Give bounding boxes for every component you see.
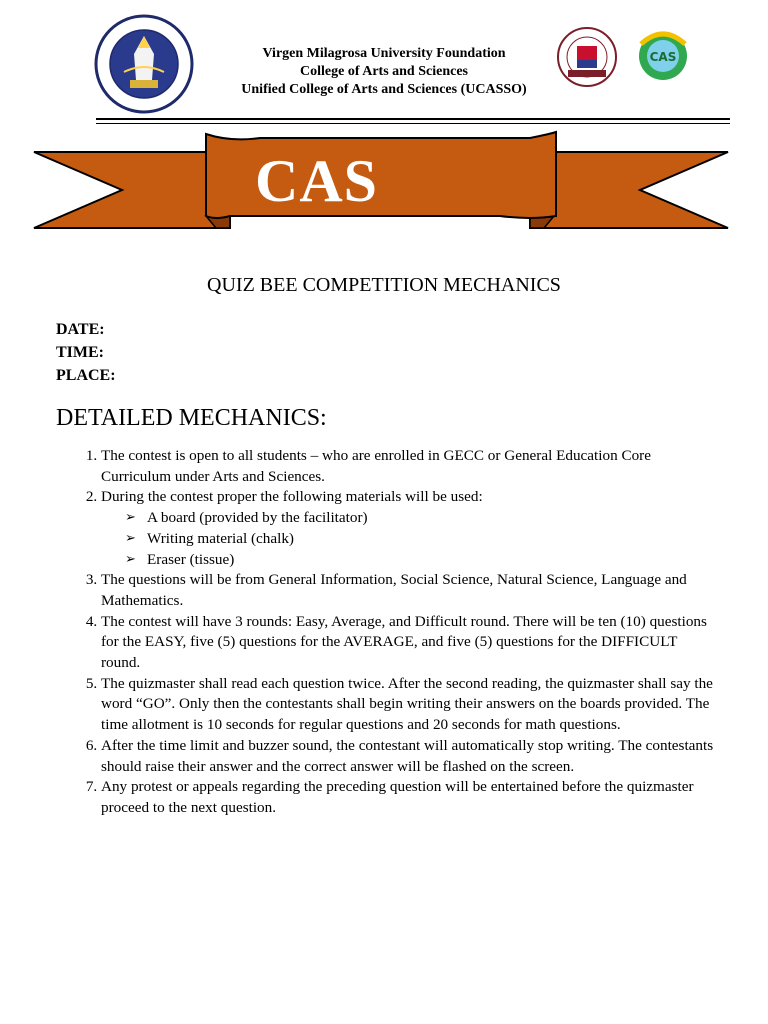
list-item: 2. During the contest proper the following materials will be used: ➢ A board (provided by the facilitator) ➢ Writing material (chalk) ➢ Eraser (tissue) — [101, 487, 720, 570]
banner-title: CAS — [255, 148, 379, 214]
list-item: 6. After the time limit and buzzer sound, the contestant will automatically stop writing. The contestants should raise their answer and the correct answer will be flashed on the screen. — [101, 736, 720, 777]
list-item: 1. The contest is open to all students – who are enrolled in GECC or General Education Core Curriculum under Arts and Sciences. — [101, 446, 720, 487]
college-seal-logo — [556, 26, 618, 88]
header-rule-thin — [96, 123, 730, 124]
university-name: Virgen Milagrosa University Foundation — [262, 46, 506, 61]
mechanics-list-container — [70, 446, 720, 819]
place-label: PLACE: — [56, 367, 116, 384]
list-item: 3. The questions will be from General Information, Social Science, Natural Science, Language and Mathematics. — [101, 570, 720, 611]
materials-list — [101, 508, 720, 570]
university-seal-logo — [94, 14, 194, 114]
unified-college-name: Unified College of Arts and Sciences (UCASSO) — [241, 82, 527, 97]
list-item: 7. Any protest or appeals regarding the preceding question will be entertained before the quizmaster proceed to the next question. — [101, 777, 720, 818]
document-title: QUIZ BEE COMPETITION MECHANICS — [207, 274, 561, 296]
svg-text:CAS: CAS — [649, 50, 677, 64]
header-rule — [96, 118, 730, 120]
college-name: College of Arts and Sciences — [300, 64, 468, 79]
material-item: ➢ Eraser (tissue) — [125, 550, 720, 571]
date-label: DATE: — [56, 321, 105, 338]
cas-badge-logo — [633, 26, 693, 82]
arrow-bullet-icon: ➢ — [125, 510, 136, 526]
material-item: ➢ Writing material (chalk) — [125, 529, 720, 550]
material-item: ➢ A board (provided by the facilitator) — [125, 508, 720, 529]
mechanics-list — [70, 446, 720, 819]
section-heading: DETAILED MECHANICS: — [56, 405, 327, 431]
arrow-bullet-icon: ➢ — [125, 551, 136, 567]
list-item: 4. The contest will have 3 rounds: Easy, Average, and Difficult round. There will be ten (10) questions for the EASY, five (5) questions for the AVERAGE, and five (5) questions for the DIFFICULT round. — [101, 612, 720, 674]
arrow-bullet-icon: ➢ — [125, 530, 136, 546]
event-details — [56, 318, 116, 387]
institution-header — [206, 45, 562, 99]
time-label: TIME: — [56, 344, 104, 361]
list-item: 5. The quizmaster shall read each question twice. After the second reading, the quizmaster shall say the word “GO”. Only then the contestants shall begin writing their answers on the boards provided. The time allotment is 10 seconds for regular questions and 20 seconds for math questions. — [101, 674, 720, 736]
